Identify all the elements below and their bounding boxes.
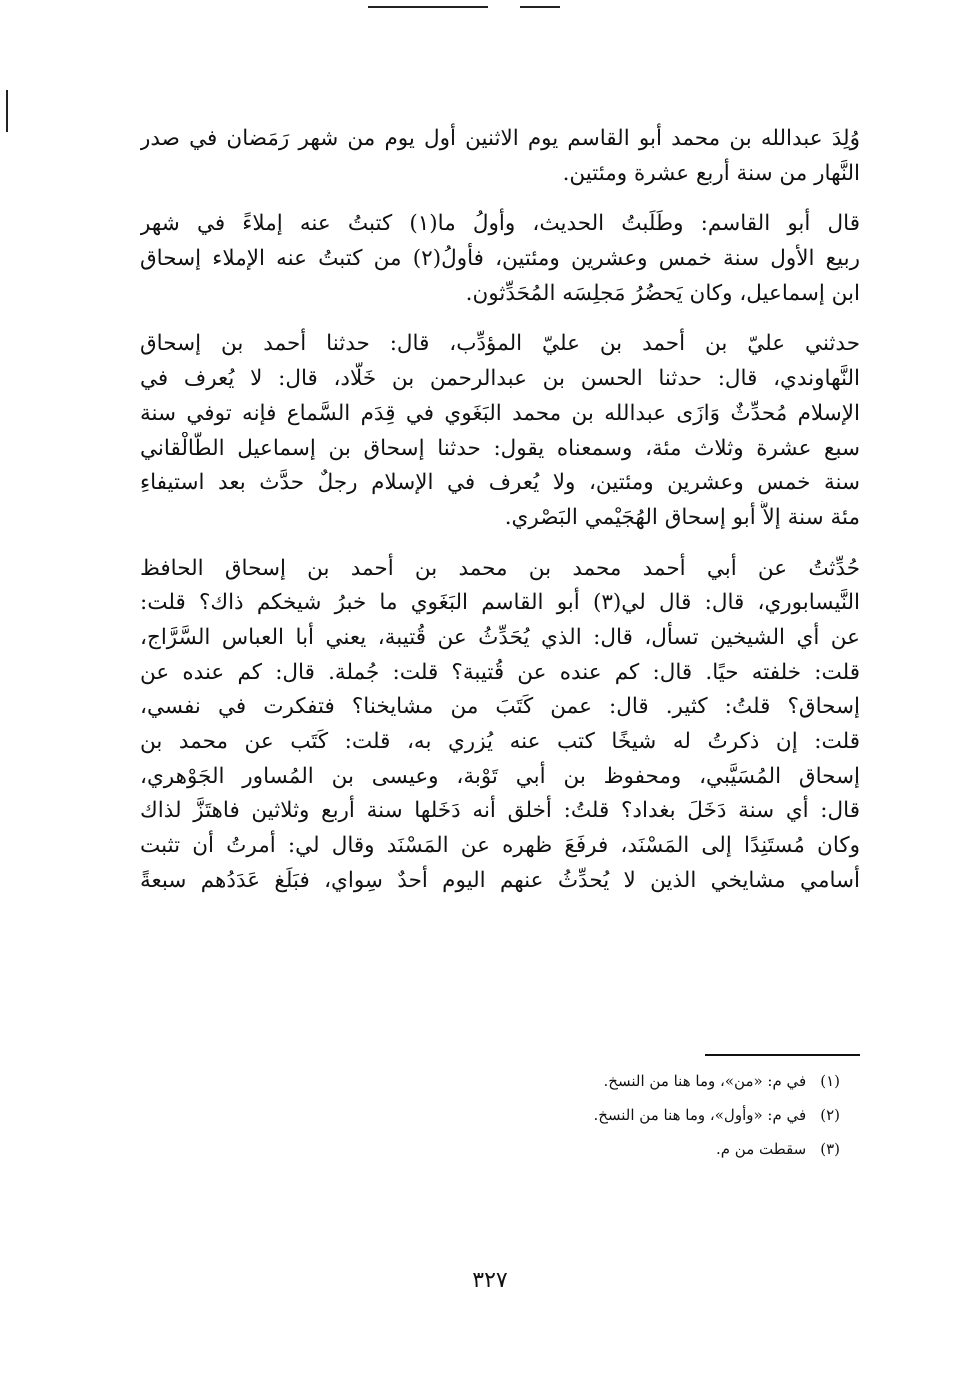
text-line: إسحاق المُسَيَّبي، ومحفوظ بن أبي تَوْبة، وعيسى بن المُساور الجَوْهري، bbox=[140, 763, 860, 789]
text-line: الإسلام مُحدِّثٌ وَازَى عبدالله بن محمد البَغَوي في قِدَم السَّماع فإنه توفي سنة bbox=[140, 400, 860, 426]
paragraph bbox=[140, 552, 860, 899]
text-line: عن أي الشيخين تسأل، قال: الذي يُحَدِّثُ عن قُتيبة، يعني أبا العباس السَّرَّاج، bbox=[140, 624, 860, 650]
text-line: حُدِّثتُ عن أبي أحمد محمد بن محمد بن أحمد بن إسحاق الحافظ bbox=[140, 555, 860, 581]
footnote-text: في م: «وأول»، وما هنا من النسخ. bbox=[593, 1106, 807, 1124]
footnote-text: سقطت من م. bbox=[715, 1140, 807, 1158]
footnotes bbox=[420, 1064, 840, 1166]
text-line: سنة خمس وعشرين ومئتين، ولا يُعرف في الإسلام رجلٌ حدَّث بعد استيفاءِ bbox=[140, 470, 860, 496]
scan-mark-top-small bbox=[520, 6, 560, 8]
text-line: إسحاق؟ قلتُ: كثير. قال: عمن كَتَبَ من مشايخنا؟ فتفكرت في نفسي، bbox=[140, 694, 860, 720]
page-number: ٣٢٧ bbox=[472, 1268, 508, 1293]
footnote-number: (٢) bbox=[820, 1106, 840, 1124]
footnote-number: (٣) bbox=[820, 1140, 840, 1158]
footnote-text: في م: «من»، وما هنا من النسخ. bbox=[603, 1072, 807, 1090]
text-line: قلت: إن ذكرتُ له شيخًا كتب عنه يُزري به، قلت: كَتَب عن محمد بن bbox=[140, 729, 860, 754]
text-line: مئة سنة إلاَّ أبو إسحاق الهُجَيْمي البَصْري. bbox=[504, 504, 860, 530]
main-text bbox=[140, 122, 860, 914]
paragraph bbox=[140, 327, 860, 535]
paragraph bbox=[140, 122, 860, 191]
footnote-number: (١) bbox=[820, 1072, 840, 1090]
text-line: النَّهار من سنة أربع عشرة ومئتين. bbox=[562, 160, 860, 186]
text-line: حدثني عليّ بن أحمد بن عليّ المؤدِّب، قال: حدثنا أحمد بن إسحاق bbox=[140, 331, 860, 357]
scan-mark-top bbox=[368, 6, 488, 8]
footnote bbox=[420, 1132, 840, 1166]
text-line: ابن إسماعيل، وكان يَحضُرُ مَجلِسَه المُحَدِّثون. bbox=[465, 280, 860, 306]
text-line: وكان مُستَنِدًا إلى المَسْنَد، فرفَعَ ظهره عن المَسْنَد وقال لي: أمرتُ أن تثبت bbox=[140, 833, 860, 859]
text-line: ربيع الأول سنة خمس وعشرين ومئتين، فأولُ(٢) من كتبتُ عنه الإملاء إسحاق bbox=[140, 246, 860, 272]
text-line: سبع عشرة وثلاث مئة، وسمعناه يقول: حدثنا إسحاق بن إسماعيل الطَّالْقاني bbox=[140, 435, 860, 461]
footnote bbox=[420, 1098, 840, 1132]
footnote bbox=[420, 1064, 840, 1098]
scan-mark-left bbox=[6, 90, 8, 132]
text-line: قال: أي سنة دَخَلَ بغداد؟ قلتُ: أخلق أنه دَخَلها سنة أربع وثلاثين فاهتَزَّ لذاك bbox=[140, 798, 860, 824]
text-line: قلت: خلفته حيًا. قال: كم عنده عن قُتيبة؟ قلت: جُملة. قال: كم عنده عن bbox=[140, 659, 860, 685]
text-line: وُلِدَ عبدالله بن محمد أبو القاسم يوم الاثنين أول يوم من شهر رَمَضان في صدر bbox=[140, 126, 860, 151]
text-line: النَّهاوندي، قال: حدثنا الحسن بن عبدالرحمن بن خَلَّاد، قال: لا يُعرف في bbox=[140, 366, 860, 392]
text-line: النَّيسابوري، قال: قال لي(٣) أبو القاسم البَغَوي ما خبرُ شيخكم ذاك؟ قلت: bbox=[140, 590, 860, 616]
text-line: أسامي مشايخي الذين لا يُحدِّثُ عنهم اليوم أحدٌ سِواي، فبَلَغ عَدَدُهم سبعةً bbox=[140, 867, 860, 893]
paragraph bbox=[140, 207, 860, 311]
text-line: قال أبو القاسم: وطَلَبتُ الحديث، وأولُ ما(١) كتبتُ عنه إملاءً في شهر bbox=[140, 211, 860, 237]
footnote-separator bbox=[705, 1054, 860, 1056]
